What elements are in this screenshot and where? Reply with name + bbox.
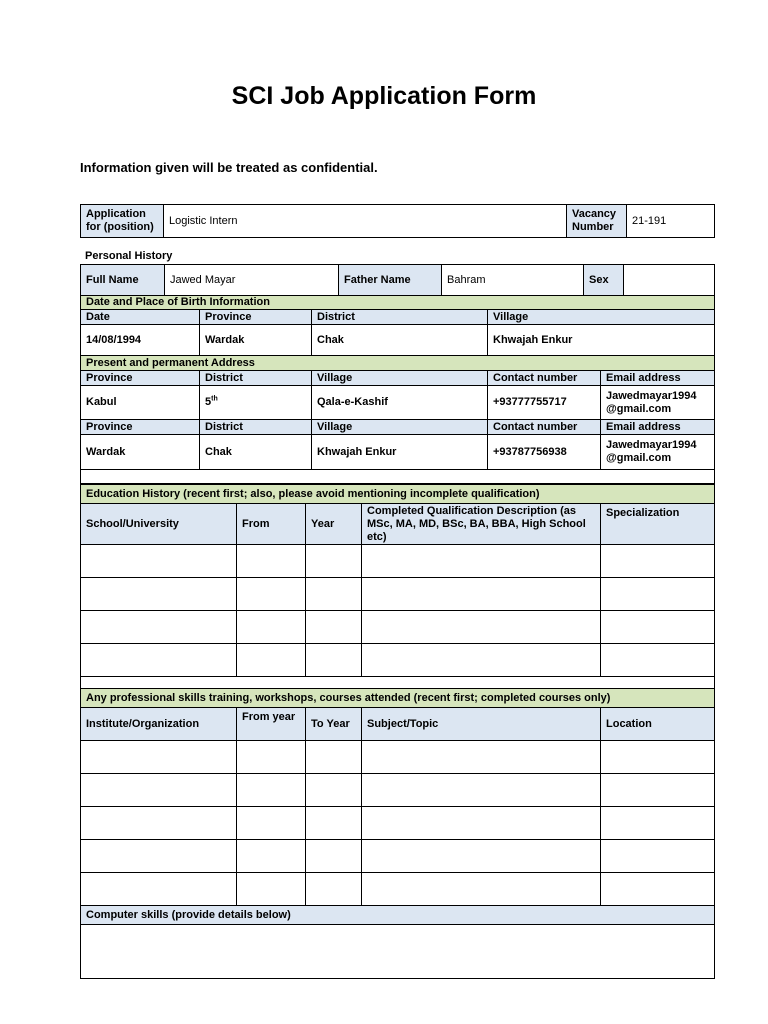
training-rows: [81, 741, 715, 906]
birth-address-table: [80, 295, 715, 484]
training-row-cell[interactable]: [306, 774, 362, 807]
birth-province-header: Province: [200, 310, 312, 325]
education-section-heading: Education History (recent first; also, please avoid mentioning incomplete qualification): [81, 485, 715, 504]
training-row-cell[interactable]: [601, 840, 715, 873]
present-district-header: District: [200, 371, 312, 386]
present-district-number: 5: [205, 396, 212, 408]
training-row-cell[interactable]: [601, 774, 715, 807]
training-row-cell[interactable]: [237, 873, 306, 906]
permanent-contact-value[interactable]: +93787756938: [488, 435, 601, 470]
vacancy-value[interactable]: 21-191: [627, 205, 715, 238]
permanent-district-value[interactable]: Chak: [200, 435, 312, 470]
sex-label: Sex: [584, 265, 624, 296]
training-row: [81, 807, 715, 840]
education-row-cell[interactable]: [362, 578, 601, 611]
present-district-value[interactable]: [200, 386, 312, 420]
application-table: [80, 204, 715, 238]
education-row: [81, 545, 715, 578]
training-row-cell[interactable]: [362, 741, 601, 774]
training-row-cell[interactable]: [237, 840, 306, 873]
training-row: [81, 840, 715, 873]
training-row-cell[interactable]: [306, 840, 362, 873]
training-row-cell[interactable]: [237, 807, 306, 840]
training-row-cell[interactable]: [81, 873, 237, 906]
education-row-cell[interactable]: [237, 545, 306, 578]
education-qualification-header: Completed Qualification Description (as MSc, MA, MD, BSc, BA, BBA, High School etc): [362, 504, 601, 545]
birth-district-value[interactable]: Chak: [312, 325, 488, 356]
training-row-cell[interactable]: [306, 807, 362, 840]
education-row-cell[interactable]: [306, 545, 362, 578]
education-school-header: School/University: [81, 504, 237, 545]
present-village-header: Village: [312, 371, 488, 386]
education-rows: [81, 545, 715, 677]
present-province-header: Province: [81, 371, 200, 386]
training-row-cell[interactable]: [306, 741, 362, 774]
father-name-label: Father Name: [339, 265, 442, 296]
education-row-cell[interactable]: [306, 578, 362, 611]
training-row-cell[interactable]: [237, 774, 306, 807]
training-row-cell[interactable]: [362, 840, 601, 873]
training-row-cell[interactable]: [601, 873, 715, 906]
education-row: [81, 644, 715, 677]
permanent-contact-header: Contact number: [488, 420, 601, 435]
training-row-cell[interactable]: [362, 873, 601, 906]
training-row-cell[interactable]: [306, 873, 362, 906]
present-email-line-2: @gmail.com: [606, 402, 672, 415]
training-row-cell[interactable]: [81, 774, 237, 807]
present-email-line-1: Jawedmayar1994: [606, 389, 697, 402]
birth-village-value[interactable]: Khwajah Enkur: [488, 325, 715, 356]
present-contact-header: Contact number: [488, 371, 601, 386]
personal-table: [80, 264, 715, 296]
present-district-suffix: th: [211, 395, 218, 403]
birth-date-value[interactable]: 14/08/1994: [81, 325, 200, 356]
education-row-cell[interactable]: [237, 578, 306, 611]
permanent-village-value[interactable]: Khwajah Enkur: [312, 435, 488, 470]
education-year-header: Year: [306, 504, 362, 545]
confidential-note: Information given will be treated as confidential.: [80, 160, 378, 175]
training-institute-header: Institute/Organization: [81, 708, 237, 741]
sex-value[interactable]: [624, 265, 715, 296]
full-name-value[interactable]: Jawed Mayar: [165, 265, 339, 296]
education-row-cell[interactable]: [81, 644, 237, 677]
education-row-cell[interactable]: [601, 578, 715, 611]
present-contact-value[interactable]: +93777755717: [488, 386, 601, 420]
training-row-cell[interactable]: [601, 807, 715, 840]
education-row-cell[interactable]: [362, 644, 601, 677]
father-name-value[interactable]: Bahram: [442, 265, 584, 296]
education-table: [80, 484, 715, 693]
birth-province-value[interactable]: Wardak: [200, 325, 312, 356]
training-to-year-header: To Year: [306, 708, 362, 741]
position-label: Application for (position): [81, 205, 164, 238]
training-row-cell[interactable]: [81, 807, 237, 840]
training-row-cell[interactable]: [81, 840, 237, 873]
education-specialization-header: Specialization: [601, 504, 715, 545]
birth-section-heading: Date and Place of Birth Information: [81, 296, 715, 310]
permanent-email-value[interactable]: [601, 435, 715, 470]
present-email-header: Email address: [601, 371, 715, 386]
position-value[interactable]: Logistic Intern: [164, 205, 567, 238]
present-province-value[interactable]: Kabul: [81, 386, 200, 420]
spacer-row: [81, 470, 715, 484]
education-row: [81, 578, 715, 611]
present-email-value[interactable]: [601, 386, 715, 420]
computer-skills-heading: Computer skills (provide details below): [81, 906, 715, 925]
education-row-cell[interactable]: [237, 611, 306, 644]
birth-date-header: Date: [81, 310, 200, 325]
education-row-cell[interactable]: [601, 545, 715, 578]
training-row-cell[interactable]: [81, 741, 237, 774]
education-row-cell[interactable]: [601, 644, 715, 677]
training-subject-header: Subject/Topic: [362, 708, 601, 741]
education-from-header: From: [237, 504, 306, 545]
training-row-cell[interactable]: [237, 741, 306, 774]
full-name-label: Full Name: [81, 265, 165, 296]
education-row-cell[interactable]: [81, 545, 237, 578]
computer-skills-details[interactable]: [81, 925, 715, 979]
education-row-cell[interactable]: [601, 611, 715, 644]
address-section-heading: Present and permanent Address: [81, 356, 715, 371]
birth-village-header: Village: [488, 310, 715, 325]
education-row: [81, 611, 715, 644]
training-table: [80, 688, 715, 906]
training-row-cell[interactable]: [362, 807, 601, 840]
education-row-cell[interactable]: [237, 644, 306, 677]
training-row-cell[interactable]: [362, 774, 601, 807]
permanent-village-header: Village: [312, 420, 488, 435]
training-row: [81, 774, 715, 807]
education-row-cell[interactable]: [81, 578, 237, 611]
training-section-heading: Any professional skills training, workshops, courses attended (recent first; completed courses only): [81, 689, 715, 708]
permanent-province-header: Province: [81, 420, 200, 435]
present-village-value[interactable]: Qala-e-Kashif: [312, 386, 488, 420]
training-row: [81, 741, 715, 774]
training-from-year-header: From year: [237, 708, 306, 741]
education-row-cell[interactable]: [362, 545, 601, 578]
permanent-email-line-2: @gmail.com: [606, 452, 672, 464]
birth-district-header: District: [312, 310, 488, 325]
education-row-cell[interactable]: [306, 644, 362, 677]
computer-skills-table: [80, 905, 715, 979]
training-location-header: Location: [601, 708, 715, 741]
permanent-district-header: District: [200, 420, 312, 435]
education-row-cell[interactable]: [81, 611, 237, 644]
form-title: SCI Job Application Form: [231, 82, 537, 110]
training-row: [81, 873, 715, 906]
training-row-cell[interactable]: [601, 741, 715, 774]
permanent-province-value[interactable]: Wardak: [81, 435, 200, 470]
education-row-cell[interactable]: [306, 611, 362, 644]
personal-history-heading: Personal History: [85, 250, 173, 262]
permanent-email-header: Email address: [601, 420, 715, 435]
education-row-cell[interactable]: [362, 611, 601, 644]
vacancy-label: Vacancy Number: [567, 205, 627, 238]
permanent-email-line-1: Jawedmayar1994: [606, 439, 697, 451]
